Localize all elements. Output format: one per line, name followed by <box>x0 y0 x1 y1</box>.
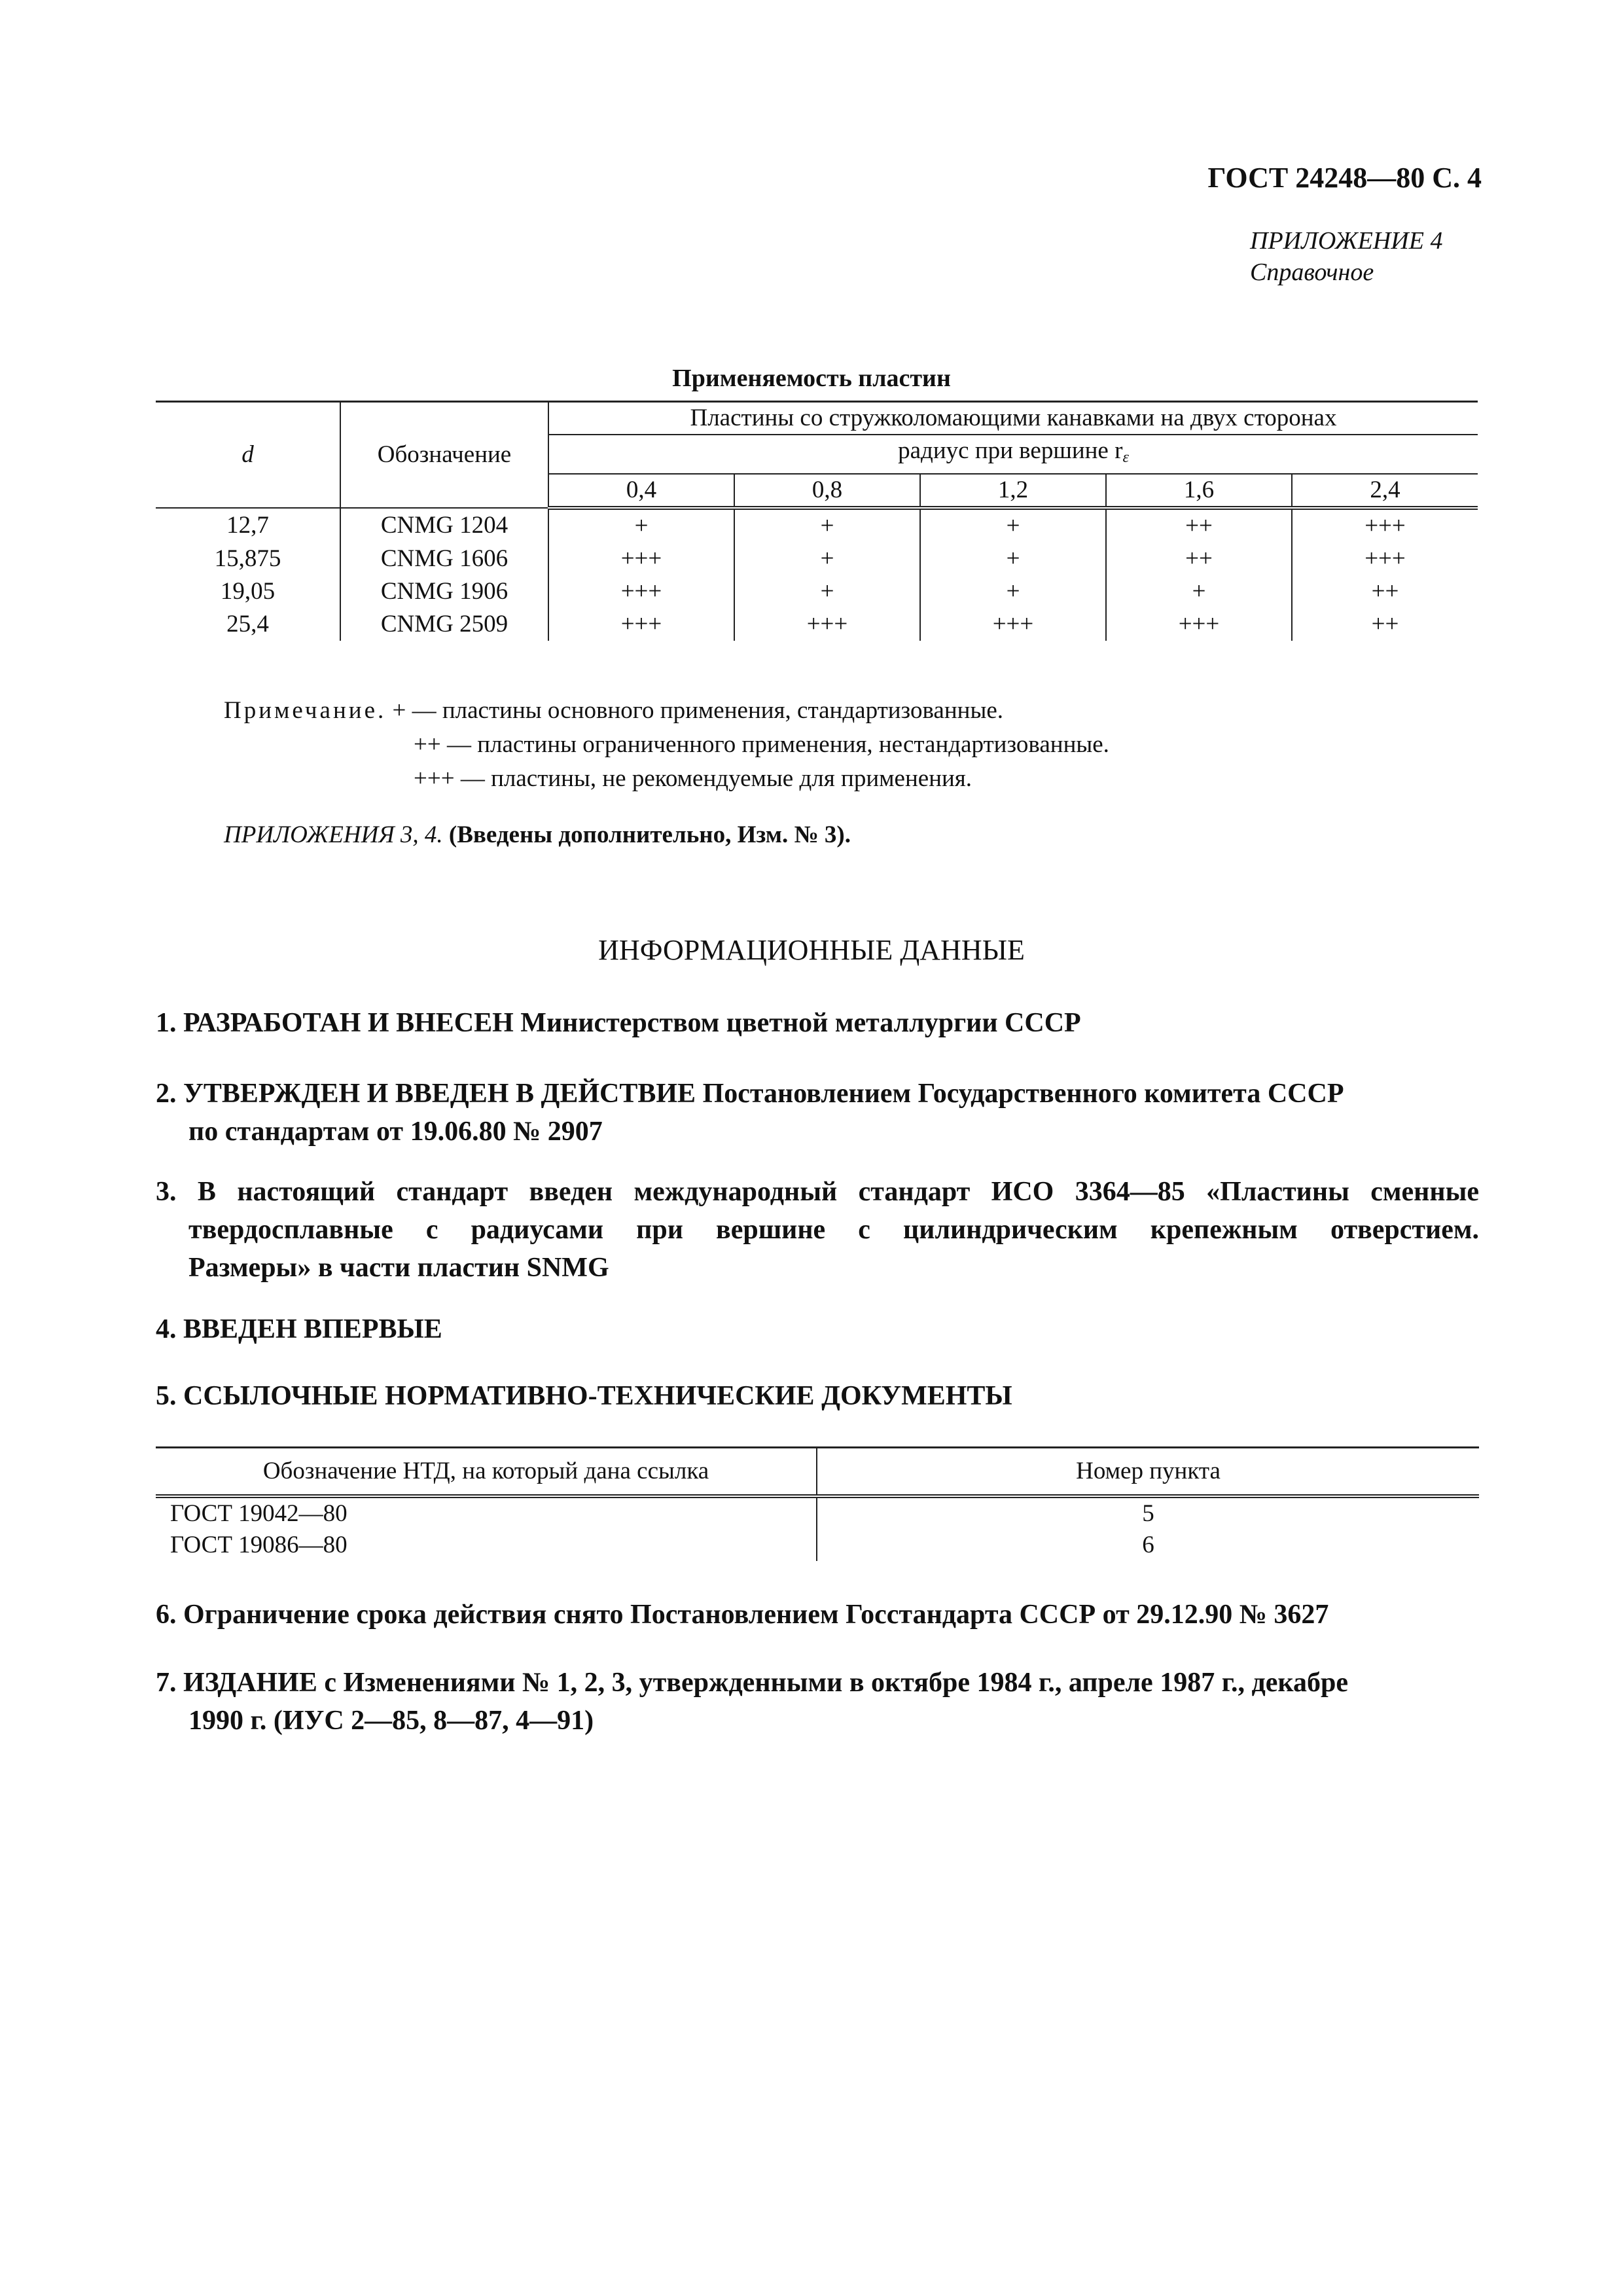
table-row <box>156 543 1478 575</box>
info-item-6: 6. Ограничение срока действия снято Постановлением Госстандарта СССР от 29.12.90 № 3627 <box>156 1600 1329 1630</box>
cell-value: ++ <box>1292 575 1478 608</box>
col-header-d: d <box>156 402 340 509</box>
info-title: ИНФОРМАЦИОННЫЕ ДАННЫЕ <box>598 934 1025 966</box>
appendix-number: ПРИЛОЖЕНИЕ 4 <box>1250 227 1443 255</box>
ref-clause: 5 <box>1142 1500 1154 1527</box>
cell-d: 12,7 <box>156 508 340 543</box>
ref-doc: ГОСТ 19086—80 <box>156 1530 817 1561</box>
cell-value: + <box>920 508 1106 543</box>
cell-value: + <box>548 508 734 543</box>
info-item-2: 2. УТВЕРЖДЕН И ВВЕДЕН В ДЕЙСТВИЕ Постановлением Государственного комитета СССР по стандартам от 19.06.80 № 2907 <box>156 1079 1344 1147</box>
ref-doc: ГОСТ 19042—80 <box>156 1496 817 1530</box>
cell-designation: CNMG 1606 <box>340 543 548 575</box>
note-line-2: ++ — пластины ограниченного применения, нестандартизованные. <box>414 731 1109 758</box>
references-table <box>156 1446 1479 1561</box>
info-item-7: 7. ИЗДАНИЕ с Изменениями № 1, 2, 3, утвержденными в октябре 1984 г., апреле 1987 г., декабре 1990 г. (ИУС 2—85, 8—87, 4—91) <box>156 1668 1348 1736</box>
appendix-label <box>1250 225 1442 288</box>
cell-value: +++ <box>548 543 734 575</box>
ref-col-header-clause: Номер пункта <box>817 1448 1479 1497</box>
radius-header: 1,2 <box>920 474 1106 508</box>
subgroup-header: радиус при вершине rε <box>548 435 1478 474</box>
radius-header: 2,4 <box>1292 474 1478 508</box>
cell-value: ++ <box>1106 508 1292 543</box>
cell-value: +++ <box>1292 508 1478 543</box>
cell-designation: CNMG 1204 <box>340 508 548 543</box>
radius-header: 0,4 <box>548 474 734 508</box>
cell-d: 25,4 <box>156 608 340 641</box>
cell-designation: CNMG 1906 <box>340 575 548 608</box>
info-item-5: 5. ССЫЛОЧНЫЕ НОРМАТИВНО-ТЕХНИЧЕСКИЕ ДОКУМЕНТЫ <box>156 1381 1012 1411</box>
appendices-note-italic: ПРИЛОЖЕНИЯ 3, 4. <box>224 821 443 848</box>
cell-designation: CNMG 2509 <box>340 608 548 641</box>
cell-value: ++ <box>1292 608 1478 641</box>
cell-value: +++ <box>1106 608 1292 641</box>
appendices-note-bold: (Введены дополнительно, Изм. № 3). <box>448 821 851 848</box>
cell-value: + <box>920 543 1106 575</box>
appendices-note <box>224 818 851 852</box>
cell-value: + <box>734 508 920 543</box>
table-row <box>156 1496 1479 1530</box>
note-line-3: +++ — пластины, не рекомендуемые для применения. <box>414 765 972 792</box>
info-item-3: 3. В настоящий стандарт введен международный стандарт ИСО 3364—85 «Пластины сменные твердосплавные с радиусами при вершине с цилиндрическим крепежным отверстием. Размеры» в части пластин SNMG <box>156 1177 1479 1283</box>
ref-col-header-doc: Обозначение НТД, на который дана ссылка <box>156 1448 817 1497</box>
cell-value: ++ <box>1106 543 1292 575</box>
table-title: Применяемость пластин <box>672 365 951 392</box>
table-row <box>156 575 1478 608</box>
document-number: ГОСТ 24248—80 С. 4 <box>1207 162 1482 194</box>
applicability-table <box>156 401 1478 641</box>
cell-value: +++ <box>920 608 1106 641</box>
radius-header: 0,8 <box>734 474 920 508</box>
col-header-designation: Обозначение <box>340 402 548 509</box>
info-item-1: 1. РАЗРАБОТАН И ВНЕСЕН Министерством цветной металлургии СССР <box>156 1008 1081 1038</box>
table-row <box>156 1530 1479 1561</box>
note-label: Примечание. <box>224 697 387 724</box>
cell-value: + <box>734 575 920 608</box>
cell-d: 15,875 <box>156 543 340 575</box>
table-row <box>156 608 1478 641</box>
appendix-type: Справочное <box>1250 259 1374 286</box>
cell-value: +++ <box>1292 543 1478 575</box>
cell-value: + <box>734 543 920 575</box>
cell-value: + <box>920 575 1106 608</box>
table-row <box>156 508 1478 543</box>
group-header: Пластины со стружколомающими канавками на двух сторонах <box>548 402 1478 435</box>
cell-value: +++ <box>548 575 734 608</box>
table-note <box>224 694 1109 796</box>
cell-d: 19,05 <box>156 575 340 608</box>
radius-header: 1,6 <box>1106 474 1292 508</box>
cell-value: +++ <box>734 608 920 641</box>
cell-value: + <box>1106 575 1292 608</box>
note-line-1: + — пластины основного применения, стандартизованные. <box>392 697 1003 724</box>
info-item-4: 4. ВВЕДЕН ВПЕРВЫЕ <box>156 1314 442 1344</box>
ref-clause: 6 <box>1142 1532 1154 1558</box>
cell-value: +++ <box>548 608 734 641</box>
